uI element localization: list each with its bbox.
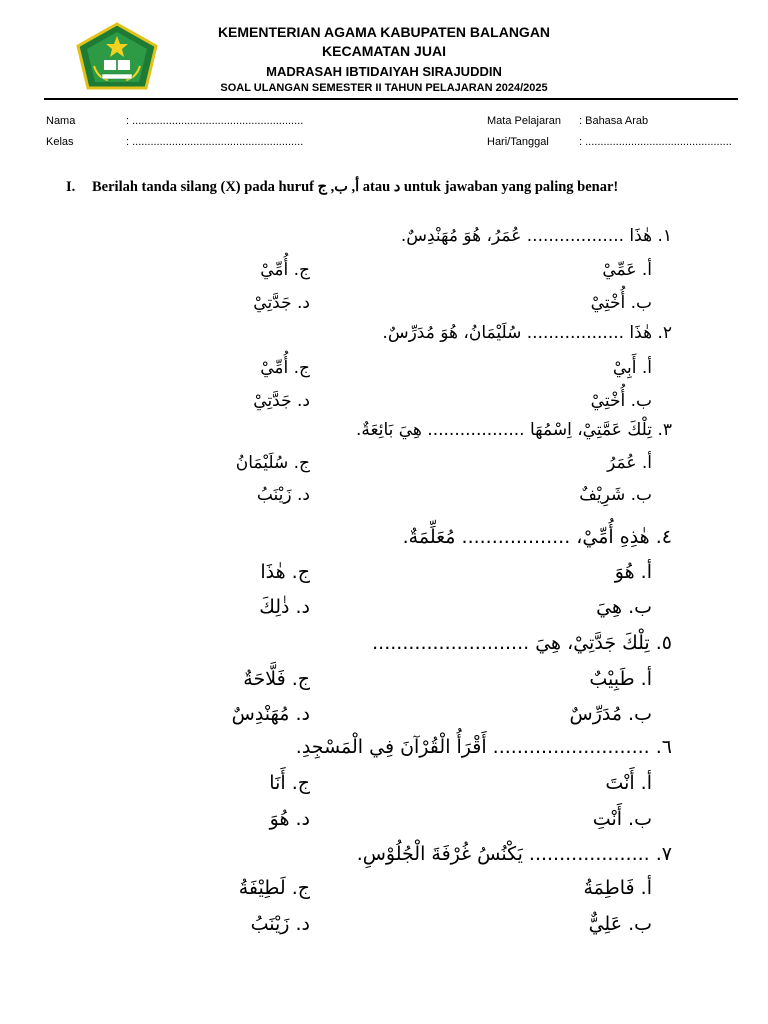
q5-option-a[interactable]: أ. طَبِيْبٌ: [589, 668, 652, 690]
q3-option-a[interactable]: أ. عُمَرُ: [607, 453, 652, 473]
question-2: ٢. هٰذَا .................. سُلَيْمَانُ، هُوَ مُدَرِّسٌ.: [382, 323, 672, 343]
q4-option-c[interactable]: ج. هٰذَا: [260, 561, 310, 583]
section-number: I.: [66, 179, 76, 195]
instruction-text: Berilah tanda silang (X) pada huruf أ, ب, ج atau د untuk jawaban yang paling benar!: [92, 179, 619, 195]
question-4: ٤. هٰذِهِ أُمِّيْ، .................. مُعَلِّمَةٌ.: [402, 526, 672, 548]
q1-option-c[interactable]: ج. أُمِّيْ: [260, 260, 310, 280]
q3-option-d[interactable]: د. زَيْنَبُ: [256, 485, 310, 505]
q6-option-b[interactable]: ب. أَنْتِ: [592, 808, 652, 830]
q2-option-c[interactable]: ج. أُمِّيْ: [260, 358, 310, 378]
q3-option-b[interactable]: ب. شَرِيْفٌ: [579, 485, 652, 505]
q6-option-d[interactable]: د. هُوَ: [269, 808, 310, 830]
q1-option-b[interactable]: ب. أُخْتِيْ: [590, 293, 652, 313]
q3-option-c[interactable]: ج. سُلَيْمَانُ: [235, 453, 310, 473]
q6-option-c[interactable]: ج. أَنَا: [269, 772, 310, 794]
mapel-value: : Bahasa Arab: [579, 115, 649, 127]
q2-option-d[interactable]: د. جَدَّتِيْ: [253, 391, 310, 411]
question-7: ٧. .................... يَكْنُسُ غُرْفَةَ الْجُلُوْسِ.: [356, 843, 672, 865]
q7-option-b[interactable]: ب. عَلِيٌّ: [588, 913, 652, 935]
header-district: KECAMATAN JUAI: [322, 43, 446, 59]
header-ministry: KEMENTERIAN AGAMA KABUPATEN BALANGAN: [217, 24, 551, 40]
header-divider: [44, 98, 738, 100]
q6-option-a[interactable]: أ. أَنْتَ: [605, 772, 652, 794]
q5-option-c[interactable]: ج. فَلَّاحَةٌ: [243, 668, 310, 690]
q4-option-b[interactable]: ب. هِيَ: [596, 596, 652, 618]
kelas-label: Kelas: [46, 136, 74, 148]
hari-label: Hari/Tanggal: [487, 136, 549, 148]
hari-field[interactable]: : ................................................: [579, 136, 732, 148]
nama-field[interactable]: : ........................................................: [126, 115, 304, 127]
question-6: ٦. .......................... أَقْرَأُ الْقُرْآنَ فِي الْمَسْجِدِ.: [295, 736, 672, 758]
question-1: ١. هٰذَا .................. عُمَرُ، هُوَ مُهَنْدِسٌ.: [400, 226, 672, 246]
q7-option-c[interactable]: ج. لَطِيْفَةُ: [238, 877, 310, 899]
q1-option-d[interactable]: د. جَدَّتِيْ: [253, 293, 310, 313]
q1-option-a[interactable]: أ. عَمِّيْ: [602, 260, 652, 280]
q4-option-a[interactable]: أ. هُوَ: [614, 561, 652, 583]
q5-option-b[interactable]: ب. مُدَرِّسٌ: [569, 703, 652, 725]
q5-option-d[interactable]: د. مُهَنْدِسٌ: [231, 703, 310, 725]
q7-option-a[interactable]: أ. فَاطِمَةُ: [583, 877, 652, 899]
question-5: ٥. تِلْكَ جَدَّتِيْ، هِيَ ..........................: [372, 632, 672, 654]
mapel-label: Mata Pelajaran: [487, 115, 561, 127]
question-3: ٣. تِلْكَ عَمَّتِيْ، اِسْمُهَا .................. هِيَ بَائِعَةٌ.: [356, 420, 672, 440]
q4-option-d[interactable]: د. ذٰلِكَ: [259, 596, 310, 618]
header-school: MADRASAH IBTIDAIYAH SIRAJUDDIN: [266, 64, 502, 79]
kelas-field[interactable]: : ........................................................: [126, 136, 304, 148]
q7-option-d[interactable]: د. زَيْنَبُ: [250, 913, 310, 935]
q2-option-a[interactable]: أ. أَبِيْ: [612, 358, 652, 378]
header-exam-title: SOAL ULANGAN SEMESTER II TAHUN PELAJARAN 2024/2025: [220, 82, 548, 94]
q2-option-b[interactable]: ب. أُخْتِيْ: [590, 391, 652, 411]
nama-label: Nama: [46, 115, 76, 127]
